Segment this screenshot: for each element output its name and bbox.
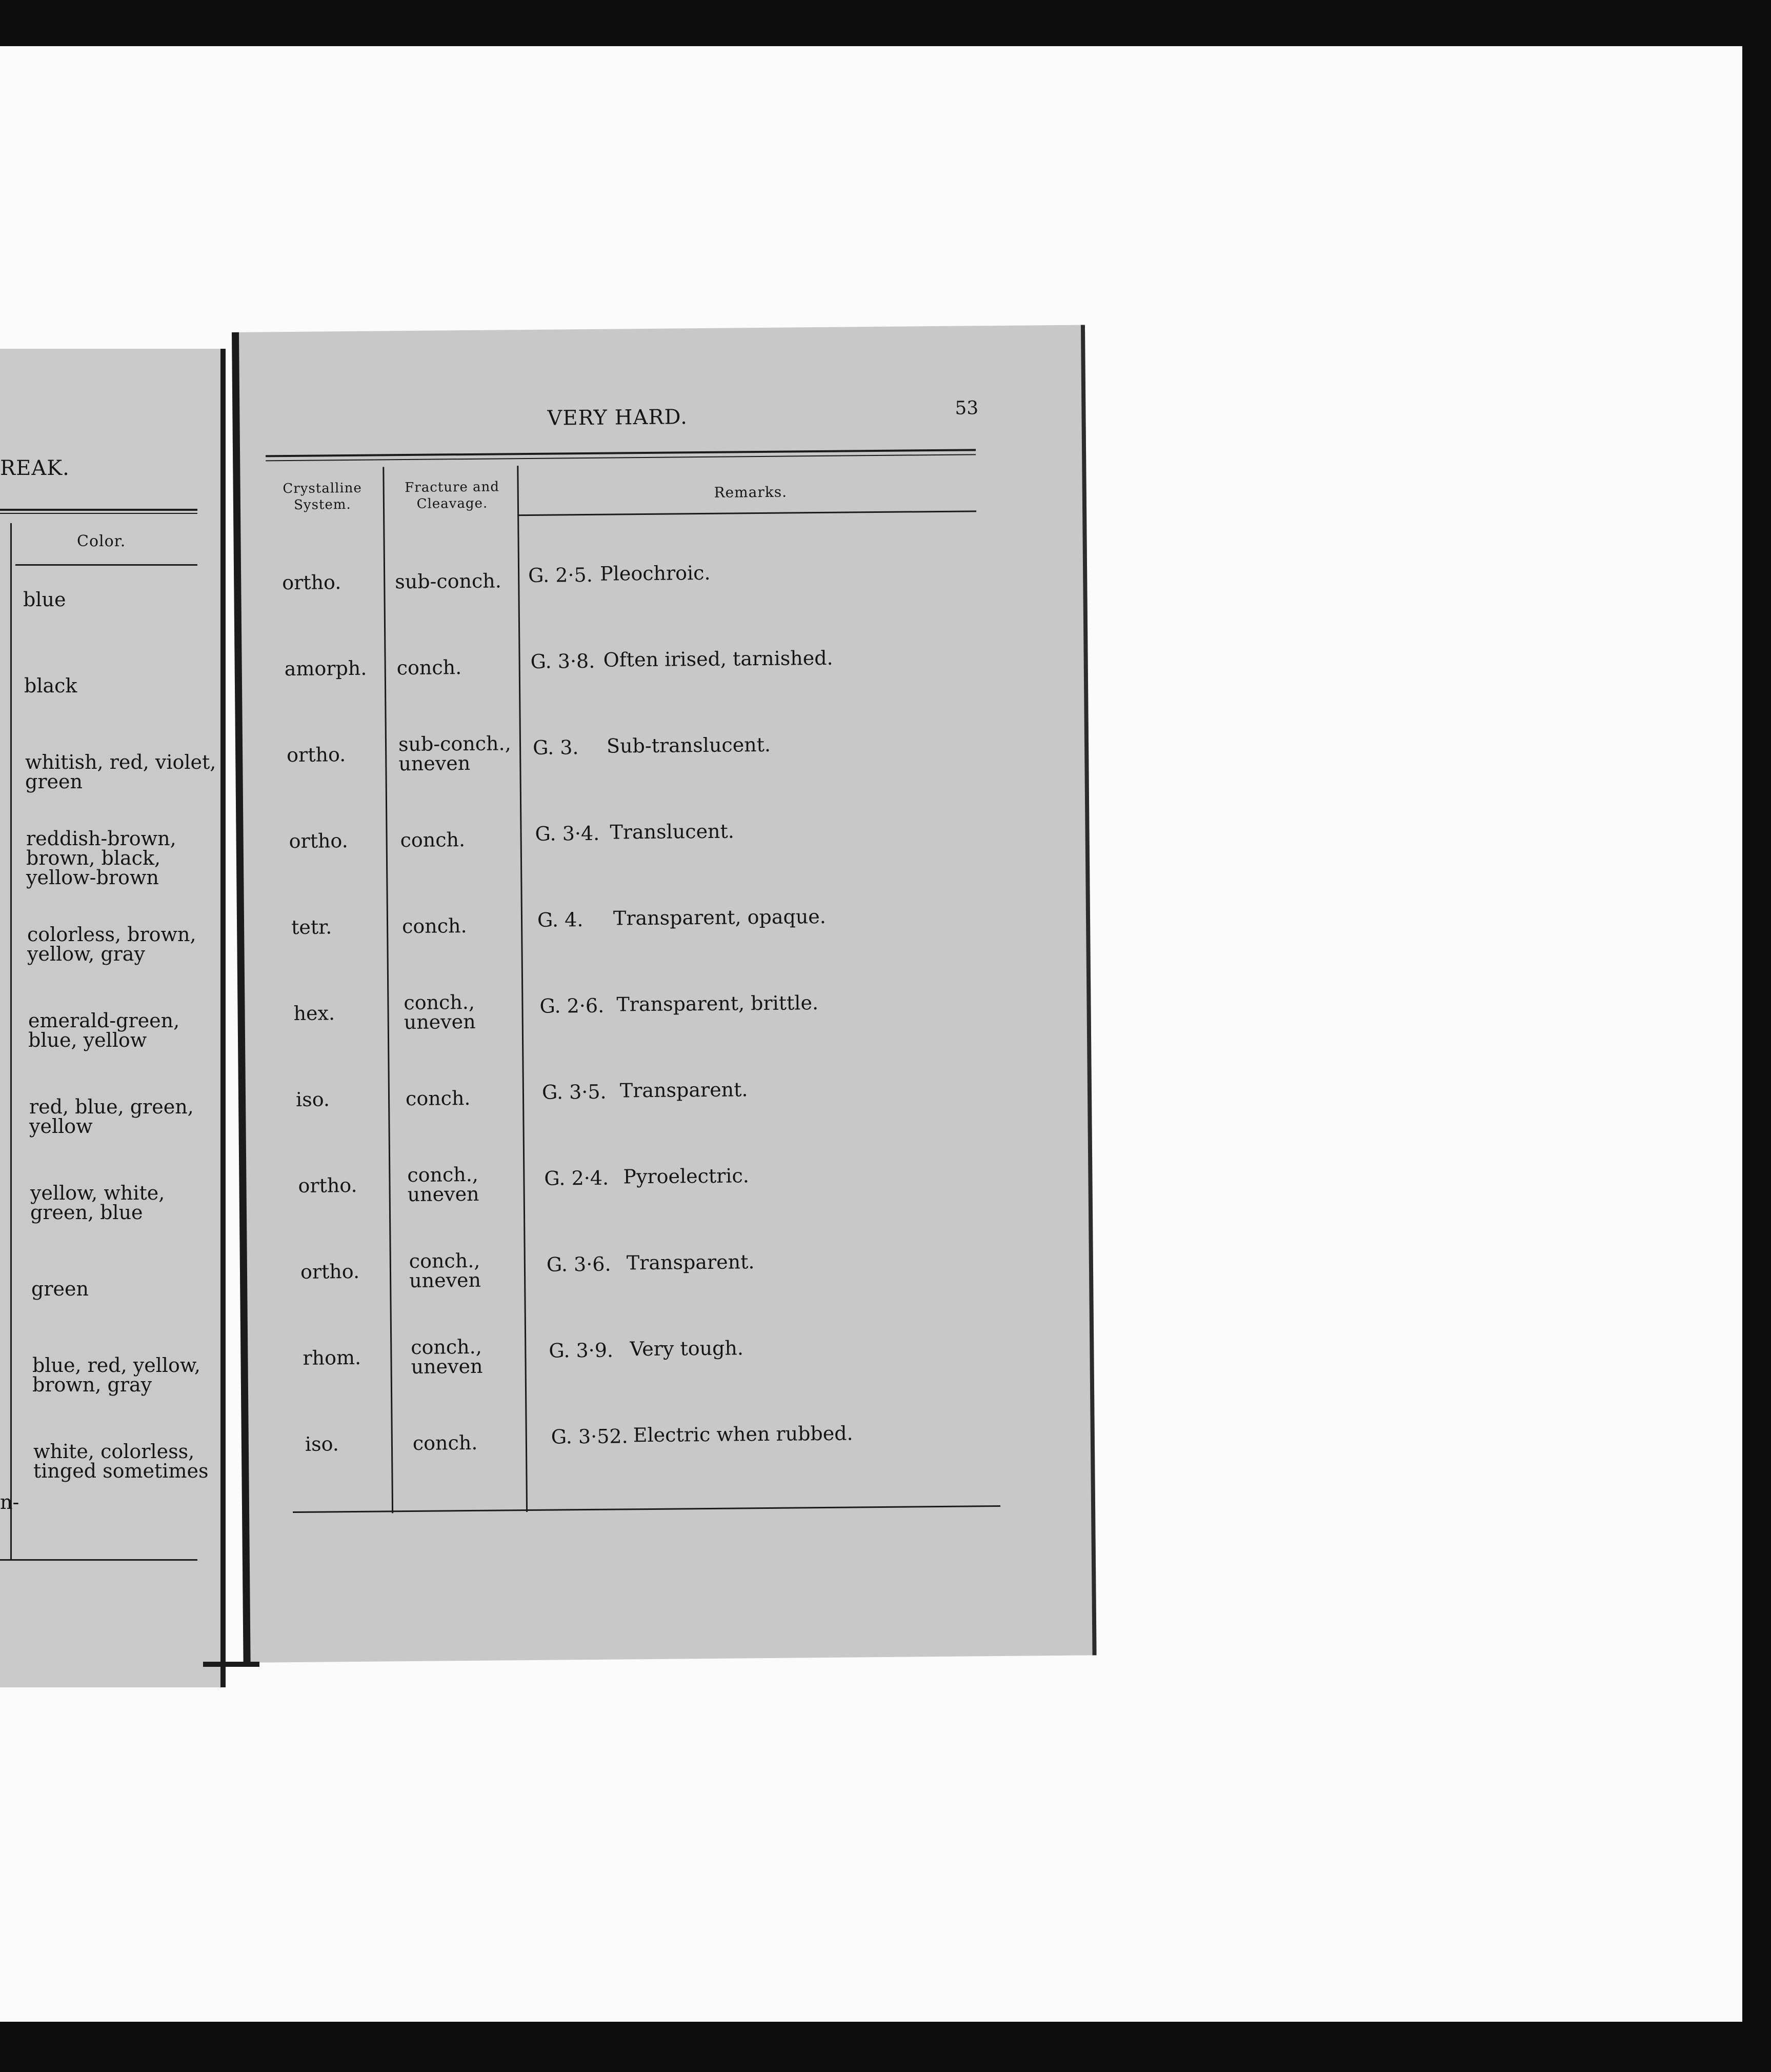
- specific-gravity-cell: G. 3·6.: [546, 1252, 611, 1276]
- fracture-cleavage-cell: [409, 1251, 481, 1290]
- header-remarks: Remarks.: [714, 483, 788, 501]
- specific-gravity-cell: G. 3.: [532, 736, 579, 759]
- fracture-line: uneven: [409, 1268, 481, 1292]
- remarks-cell: Very tough.: [630, 1337, 744, 1361]
- fracture-cleavage-cell: [413, 1433, 478, 1453]
- crystalline-system-cell: ortho.: [282, 571, 341, 594]
- left-color-line: reddish-brown,: [26, 827, 176, 850]
- left-color-line: green: [31, 1278, 89, 1300]
- fracture-cleavage-cell: [402, 916, 467, 936]
- fracture-cleavage-cell: [395, 571, 501, 591]
- crystalline-system-cell: iso.: [295, 1088, 330, 1111]
- fracture-line: sub-conch.,: [398, 732, 511, 756]
- left-color-cell: [27, 925, 196, 964]
- left-color-line: tinged sometimes: [33, 1460, 209, 1482]
- fracture-line: uneven: [411, 1354, 483, 1379]
- left-color-line: green: [25, 770, 83, 793]
- left-color-line: yellow: [29, 1115, 93, 1138]
- left-color-cell: [23, 590, 66, 609]
- header-system-line-2: System.: [294, 496, 351, 513]
- scan-frame: [0, 46, 1742, 2022]
- remarks-cell: Transparent.: [619, 1078, 748, 1102]
- header-fracture-line-2: Cleavage.: [416, 495, 488, 512]
- fracture-line: uneven: [398, 751, 471, 775]
- remarks-cell: Translucent.: [610, 820, 735, 844]
- left-column-divider: [10, 523, 12, 1559]
- remarks-cell: Pyroelectric.: [623, 1164, 750, 1188]
- fracture-line: conch.,: [409, 1249, 480, 1273]
- left-color-line: blue: [23, 588, 66, 611]
- specific-gravity-cell: G. 3·8.: [530, 649, 595, 673]
- left-color-line: whitish, red, violet,: [25, 751, 216, 773]
- crystalline-system-cell: iso.: [305, 1432, 339, 1456]
- left-header-rule-bottom: [15, 564, 197, 566]
- left-color-cell: [26, 829, 176, 887]
- remarks-cell: Sub-translucent.: [606, 733, 771, 758]
- remarks-cell: Often irised, tarnished.: [603, 646, 833, 671]
- left-color-line: blue, red, yellow,: [32, 1354, 200, 1377]
- left-color-line: yellow-brown: [26, 866, 159, 889]
- fracture-line: conch.,: [407, 1163, 479, 1187]
- fracture-cleavage-cell: [407, 1165, 479, 1204]
- header-rule-remarks: [517, 510, 976, 516]
- crystalline-system-cell: amorph.: [284, 656, 367, 681]
- left-color-cell: [31, 1279, 89, 1299]
- left-color-cell: [32, 1356, 200, 1394]
- crystalline-system-cell: tetr.: [291, 915, 332, 939]
- left-bottom-rule: [0, 1559, 197, 1561]
- running-head: VERY HARD.: [547, 405, 688, 430]
- header-fracture-cleavage: [383, 479, 522, 512]
- left-column-header-text: Color.: [77, 532, 126, 550]
- left-color-cell: [33, 1442, 208, 1481]
- left-page: [0, 349, 226, 1687]
- left-running-head: REAK.: [0, 456, 70, 480]
- header-system-line-1: Crystalline: [283, 480, 362, 497]
- remarks-cell: Transparent, brittle.: [616, 991, 819, 1016]
- remarks-cell: Electric when rubbed.: [633, 1422, 853, 1447]
- left-color-line: yellow, gray: [27, 943, 145, 965]
- specific-gravity-cell: G. 2·5.: [528, 563, 593, 587]
- fracture-line: conch.: [405, 1086, 471, 1110]
- crystalline-system-cell: ortho.: [300, 1260, 360, 1283]
- fracture-line: conch.: [401, 914, 467, 938]
- left-color-line: emerald-green,: [28, 1009, 180, 1032]
- left-color-line: yellow, white,: [30, 1182, 165, 1204]
- remarks-cell: Transparent.: [626, 1250, 755, 1274]
- left-cut-fragment: n-: [0, 1491, 19, 1513]
- fracture-line: conch.,: [411, 1335, 482, 1359]
- crystalline-system-cell: ortho.: [289, 829, 348, 853]
- left-color-line: blue, yellow: [28, 1029, 147, 1051]
- left-color-line: black: [24, 674, 77, 697]
- left-header-rule-top: [0, 509, 197, 511]
- fracture-line: uneven: [407, 1182, 479, 1206]
- crystalline-system-cell: ortho.: [298, 1173, 357, 1197]
- left-color-line: colorless, brown,: [27, 923, 196, 946]
- specific-gravity-cell: G. 4.: [537, 908, 583, 931]
- fracture-cleavage-cell: [411, 1337, 483, 1377]
- remarks-cell: Transparent, opaque.: [613, 905, 827, 930]
- specific-gravity-cell: G. 3·52.: [551, 1425, 628, 1448]
- column-divider-1: [383, 467, 393, 1513]
- header-crystalline-system: [261, 480, 385, 513]
- left-column-header: [77, 533, 126, 550]
- page-number: 53: [955, 397, 979, 419]
- fracture-line: conch.: [400, 828, 466, 852]
- specific-gravity-cell: G. 3·5.: [541, 1080, 607, 1104]
- fracture-cleavage-cell: [398, 733, 511, 773]
- crystalline-system-cell: rhom.: [303, 1346, 361, 1369]
- left-color-cell: [25, 752, 216, 791]
- fracture-line: uneven: [404, 1010, 476, 1034]
- left-header-rule-top-2: [0, 513, 197, 514]
- specific-gravity-cell: G. 3·4.: [535, 822, 600, 845]
- crystalline-system-cell: hex.: [293, 1002, 335, 1025]
- header-fracture-line-1: Fracture and: [405, 479, 500, 496]
- left-color-line: brown, gray: [32, 1373, 152, 1396]
- fracture-line: conch.,: [404, 990, 475, 1014]
- left-color-cell: [24, 676, 77, 695]
- left-color-cell: [29, 1097, 194, 1136]
- book-spine-edge: [203, 1662, 259, 1667]
- fracture-cleavage-cell: [400, 830, 465, 850]
- specific-gravity-cell: G. 2·6.: [539, 994, 605, 1018]
- fracture-cleavage-cell: [397, 658, 462, 678]
- left-color-line: white, colorless,: [33, 1440, 195, 1463]
- fracture-line: conch.: [396, 656, 462, 680]
- remarks-cell: Pleochroic.: [599, 561, 711, 585]
- fracture-cleavage-cell: [404, 992, 476, 1032]
- fracture-line: sub-conch.: [395, 569, 502, 593]
- fracture-cleavage-cell: [406, 1088, 471, 1108]
- right-page: [232, 325, 1097, 1662]
- bottom-rule: [293, 1505, 1000, 1513]
- left-color-cell: [30, 1183, 165, 1222]
- specific-gravity-cell: G. 2·4.: [544, 1166, 609, 1190]
- left-color-line: brown, black,: [26, 847, 161, 869]
- column-divider-2: [517, 466, 528, 1512]
- fracture-line: conch.: [412, 1431, 478, 1455]
- specific-gravity-cell: G. 3·9.: [549, 1339, 614, 1362]
- crystalline-system-cell: ortho.: [287, 743, 346, 767]
- left-color-cell: [28, 1011, 179, 1050]
- left-color-line: red, blue, green,: [29, 1095, 194, 1118]
- left-color-line: green, blue: [30, 1201, 143, 1224]
